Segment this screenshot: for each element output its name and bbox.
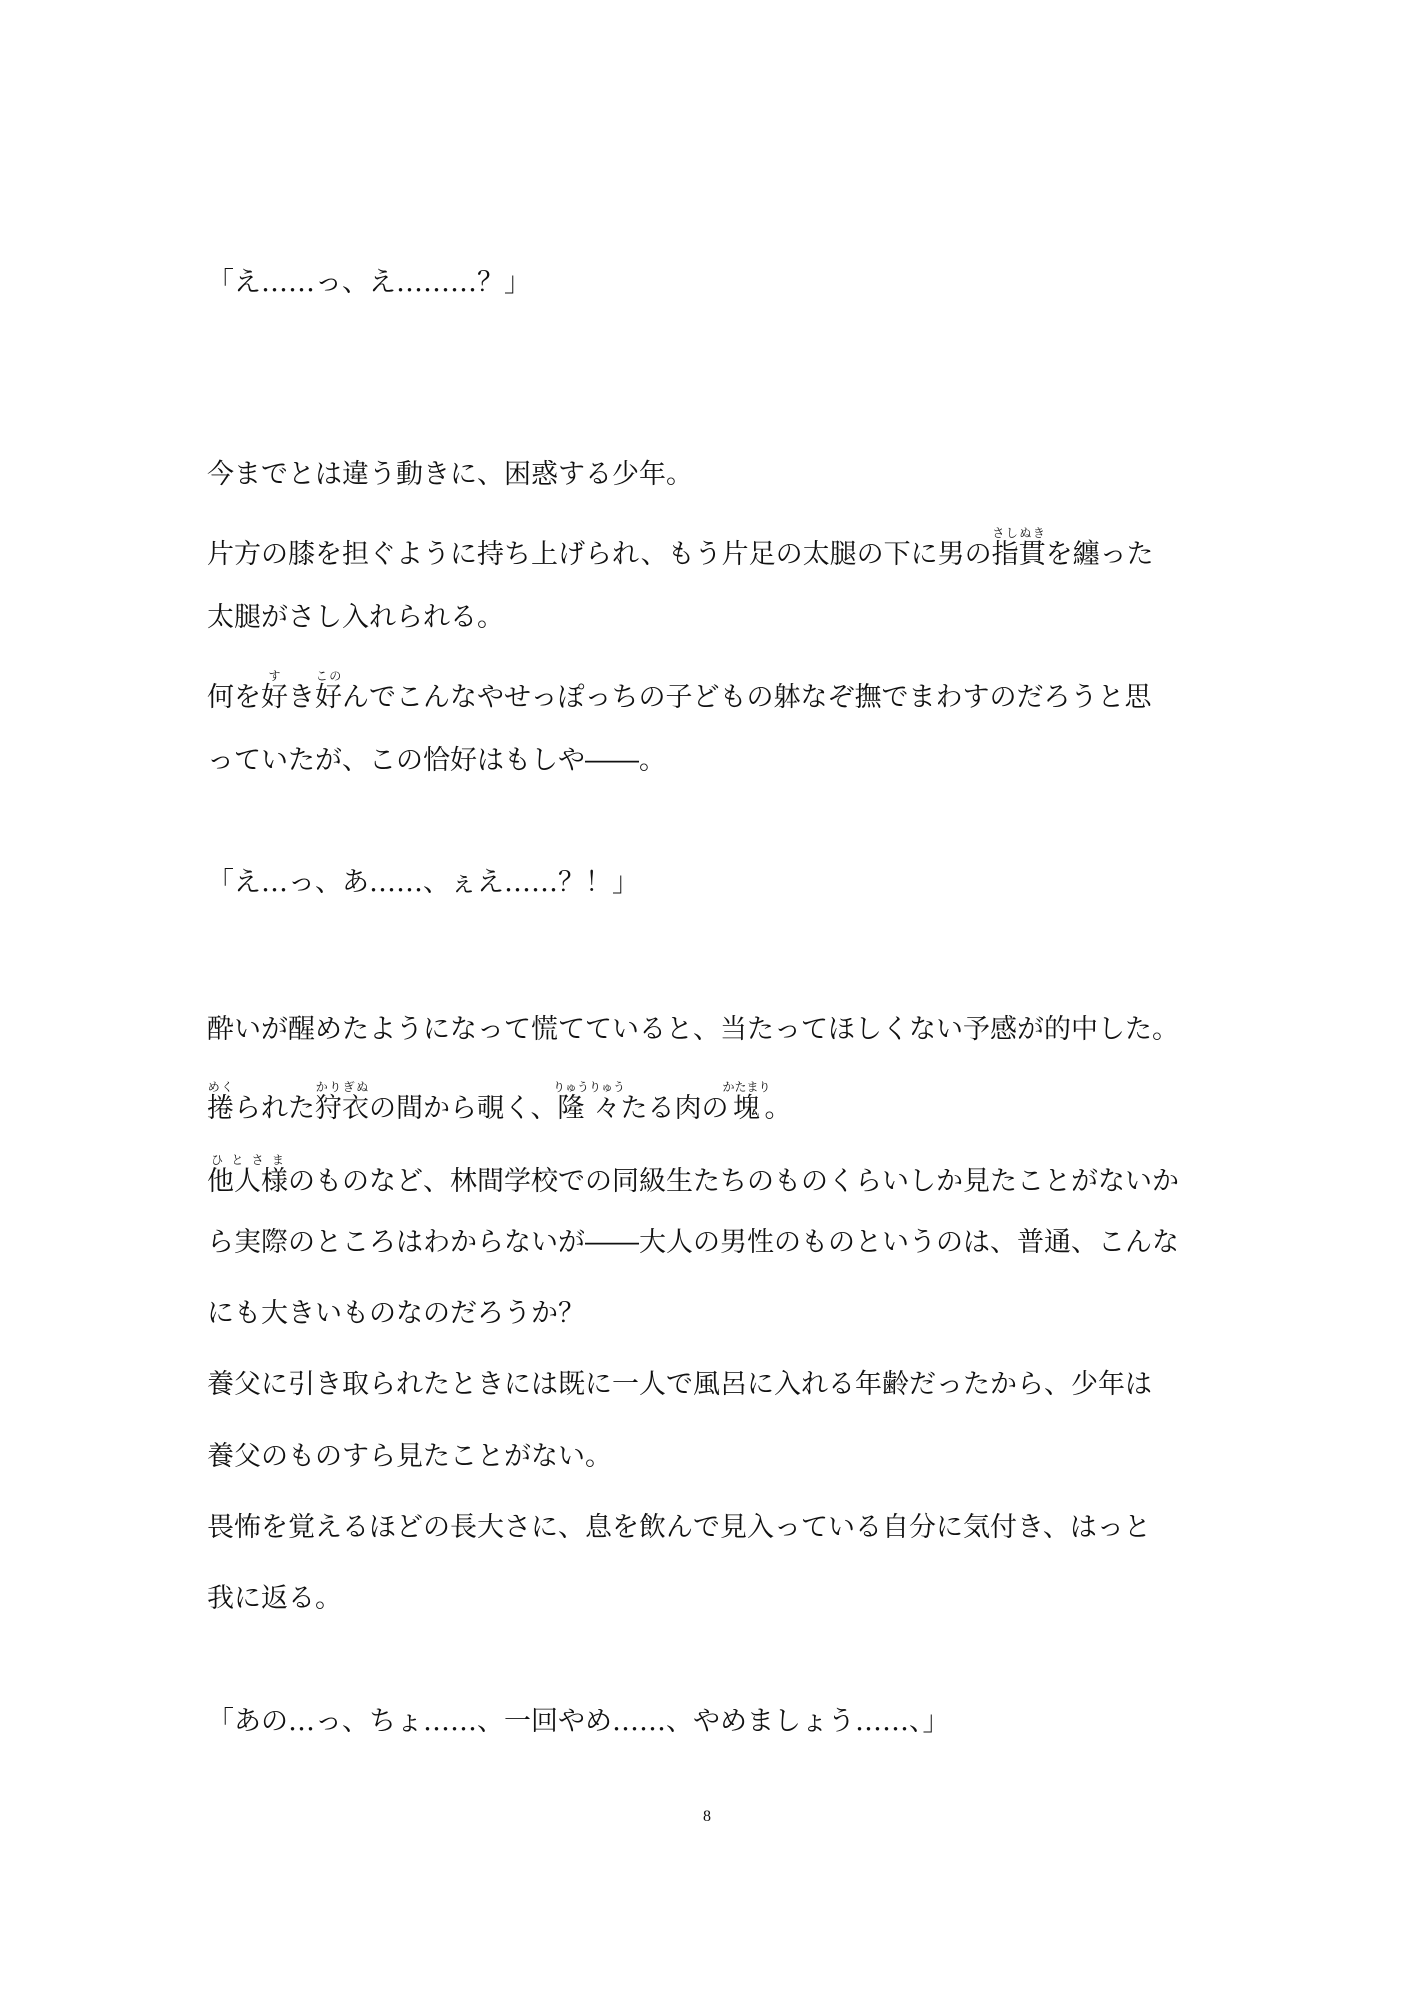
- ruby-reading: めく: [207, 1080, 234, 1094]
- text-line-17: [207, 1702, 950, 1742]
- body-text: のものなど、林間学校での同級生たちのものくらいしか見たことがないか: [288, 1166, 1179, 1197]
- body-text: 畏怖を覚えるほどの長大さに、息を飲んで見入っている自分に気付き、はっと: [207, 1512, 1151, 1543]
- body-text: 我に返る。: [207, 1583, 342, 1614]
- body-text: たる肉の: [620, 1093, 729, 1124]
- text-line-2: [207, 455, 693, 495]
- body-text: ら実際のところはわからないが――大人の男性のものというのは、普通、こんな: [207, 1227, 1179, 1258]
- ruby-word: 好この: [315, 669, 342, 713]
- body-text: 酔いが醒めたようになって慌てていると、当たってほしくない予感が的中した。: [207, 1014, 1179, 1045]
- text-line-14: [207, 1437, 612, 1477]
- body-text: き: [288, 682, 315, 713]
- page-number: 8: [703, 1808, 711, 1825]
- text-line-15: [207, 1508, 1151, 1548]
- text-line-11: [207, 1223, 1179, 1263]
- body-text: 何を: [207, 682, 261, 713]
- body-text: 太腿がさし入れられる。: [207, 602, 504, 633]
- ruby-reading: この: [315, 669, 342, 683]
- text-line-5: [207, 669, 1151, 718]
- ruby-word: 狩衣かりぎぬ: [315, 1080, 369, 1124]
- text-line-3: [207, 526, 1154, 575]
- ruby-reading: りゅうりゅう: [552, 1080, 625, 1094]
- ruby-word: 捲めく: [207, 1080, 234, 1124]
- body-text: 養父のものすら見たことがない。: [207, 1441, 612, 1472]
- body-text: 養父に引き取られたときには既に一人で風呂に入れる年齢だったから、少年は: [207, 1369, 1152, 1400]
- ruby-reading: かりぎぬ: [315, 1080, 369, 1094]
- body-text: 片方の膝を担ぐように持ち上げられ、もう片足の太腿の下に男の: [207, 539, 992, 570]
- ruby-reading: かたまり: [722, 1080, 771, 1094]
- body-text: にも大きいものなのだろうか？: [207, 1298, 585, 1329]
- ruby-word: 他人様ひとさま: [207, 1153, 288, 1197]
- body-text: 今までとは違う動きに、困惑する少年。: [207, 459, 693, 490]
- body-text: を纏った: [1045, 539, 1154, 570]
- text-line-10: [207, 1153, 1179, 1202]
- ruby-reading: さしぬき: [991, 526, 1046, 540]
- text-line-1: [207, 263, 531, 303]
- ruby-reading: す: [261, 669, 288, 683]
- text-line-8: [207, 1010, 1179, 1050]
- ruby-reading: ひとさま: [207, 1153, 288, 1167]
- body-text: られた: [234, 1093, 315, 1124]
- text-line-16: [207, 1579, 342, 1619]
- ruby-word: 好す: [261, 669, 288, 713]
- text-line-13: [207, 1365, 1152, 1405]
- dialogue-text: 「え……っ、え………？」: [207, 267, 531, 298]
- ruby-word: 指貫さしぬき: [991, 526, 1046, 570]
- body-text: んでこんなやせっぽっちの子どもの躰なぞ撫でまわすのだろうと思: [342, 682, 1152, 713]
- dialogue-text: 「え…っ、あ……、ぇえ……？！」: [207, 867, 639, 898]
- text-line-9: [207, 1080, 792, 1129]
- ruby-word: 隆々りゅうりゅう: [552, 1080, 625, 1124]
- body-text: っていたが、この恰好はもしや――。: [207, 745, 666, 776]
- dialogue-text: 「あの…っ、ちょ……、一回やめ……、やめましょう……、」: [207, 1706, 950, 1737]
- body-text: 。: [764, 1093, 792, 1124]
- body-text: の間から覗く、: [369, 1093, 558, 1124]
- ruby-word: 塊かたまり: [722, 1080, 771, 1124]
- text-line-7: [207, 863, 639, 903]
- text-line-6: [207, 741, 666, 781]
- text-line-12: [207, 1294, 585, 1334]
- text-line-4: [207, 598, 504, 638]
